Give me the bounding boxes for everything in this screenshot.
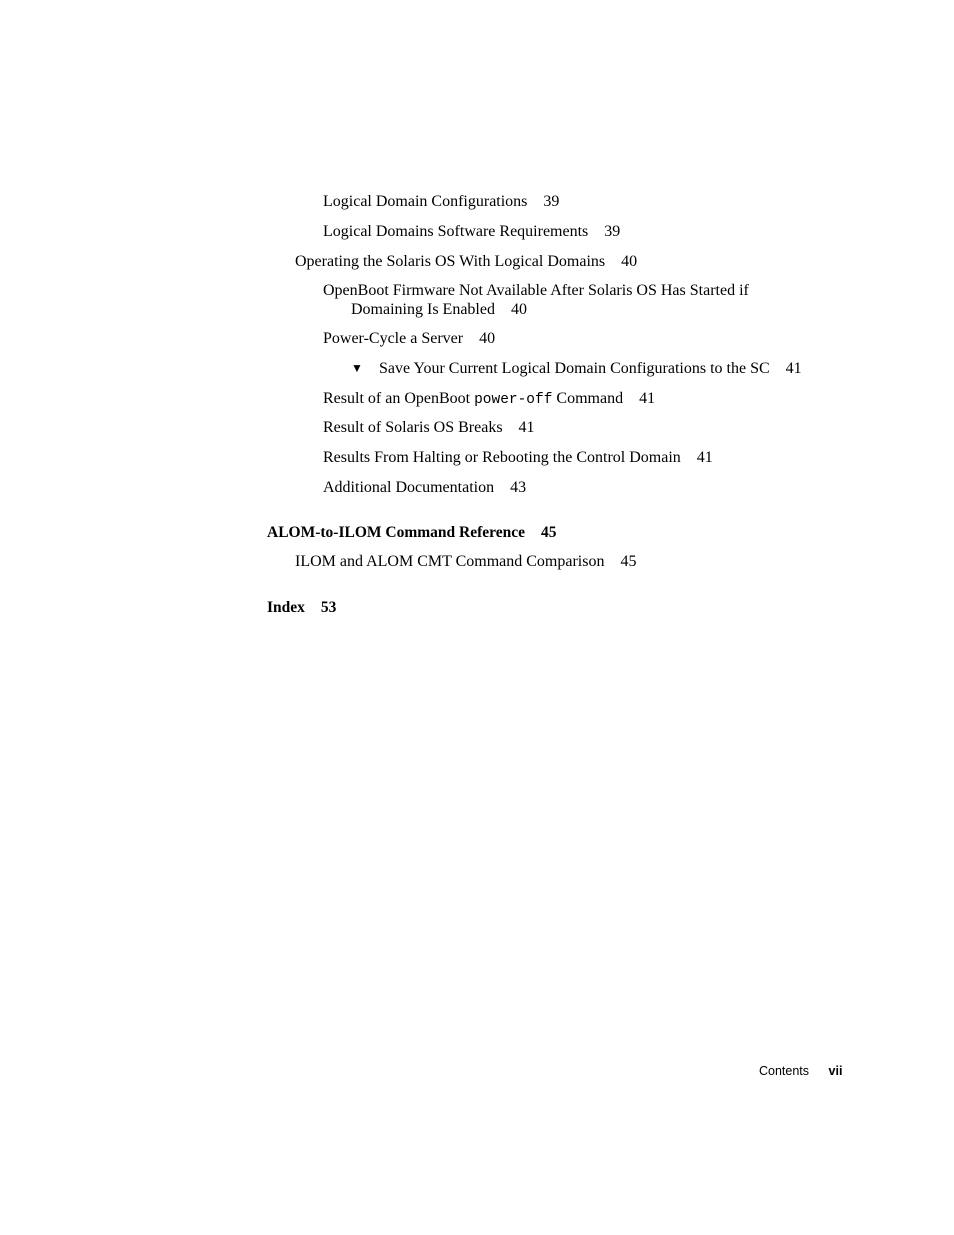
procedure-triangle-icon: ▼ — [351, 361, 363, 375]
toc-entry — [323, 192, 559, 211]
toc-entry-title: Additional Documentation — [323, 479, 495, 496]
toc-page-number: 41 — [518, 419, 535, 436]
toc-entry — [323, 389, 655, 410]
toc-page-number: 41 — [785, 360, 802, 377]
toc-entry — [323, 222, 620, 241]
toc-page-number: 39 — [604, 223, 621, 240]
toc-page-number: 40 — [621, 253, 638, 270]
toc-entry-title: Save Your Current Logical Domain Configurations to the SC — [379, 360, 770, 377]
toc-entry — [323, 281, 749, 300]
toc-entry-continuation — [351, 300, 527, 319]
toc-page-number: 39 — [543, 193, 560, 210]
toc-entry — [323, 448, 713, 467]
toc-entry-title: Operating the Solaris OS With Logical Domains — [295, 253, 606, 270]
toc-page-number: 45 — [541, 524, 557, 541]
toc-entry-title: Logical Domain Configurations — [323, 193, 528, 210]
toc-page-number: 43 — [510, 479, 527, 496]
toc-page-number: 40 — [510, 301, 527, 318]
toc-entry-title: Logical Domains Software Requirements — [323, 223, 589, 240]
toc-page-number: 41 — [639, 390, 656, 407]
toc-entry-title: Result of Solaris OS Breaks — [323, 419, 503, 436]
toc-entry-title: Domaining Is Enabled — [351, 301, 495, 318]
toc-entry — [295, 252, 637, 271]
toc-entry — [379, 359, 802, 378]
toc-entry-title: Power-Cycle a Server — [323, 330, 464, 347]
toc-entry — [295, 552, 636, 571]
toc-entry-title: Results From Halting or Rebooting the Control Domain — [323, 449, 681, 466]
footer-page-number: vii — [828, 1064, 843, 1078]
toc-entry — [323, 418, 535, 437]
toc-entry-title: ILOM and ALOM CMT Command Comparison — [295, 553, 605, 570]
footer-section: Contents — [759, 1064, 810, 1078]
toc-chapter-title: Index — [267, 599, 305, 616]
toc-entry-title: Result of an OpenBoot — [323, 390, 471, 407]
toc-entry — [323, 329, 495, 348]
toc-chapter — [267, 598, 336, 617]
toc-entry-title: Command — [556, 390, 624, 407]
toc-page-number: 40 — [479, 330, 496, 347]
toc-page-number: 45 — [620, 553, 637, 570]
toc-page-number: 53 — [320, 599, 337, 616]
toc-entry-code: power-off — [474, 392, 553, 408]
toc-chapter-title: ALOM-to-ILOM Command Reference — [267, 524, 525, 541]
toc-entry — [323, 478, 526, 497]
toc-page-number: 41 — [696, 449, 713, 466]
page-footer — [759, 1063, 842, 1079]
toc-chapter — [267, 523, 557, 542]
toc-entry-title: OpenBoot Firmware Not Available After Solaris OS Has Started if — [323, 282, 749, 299]
